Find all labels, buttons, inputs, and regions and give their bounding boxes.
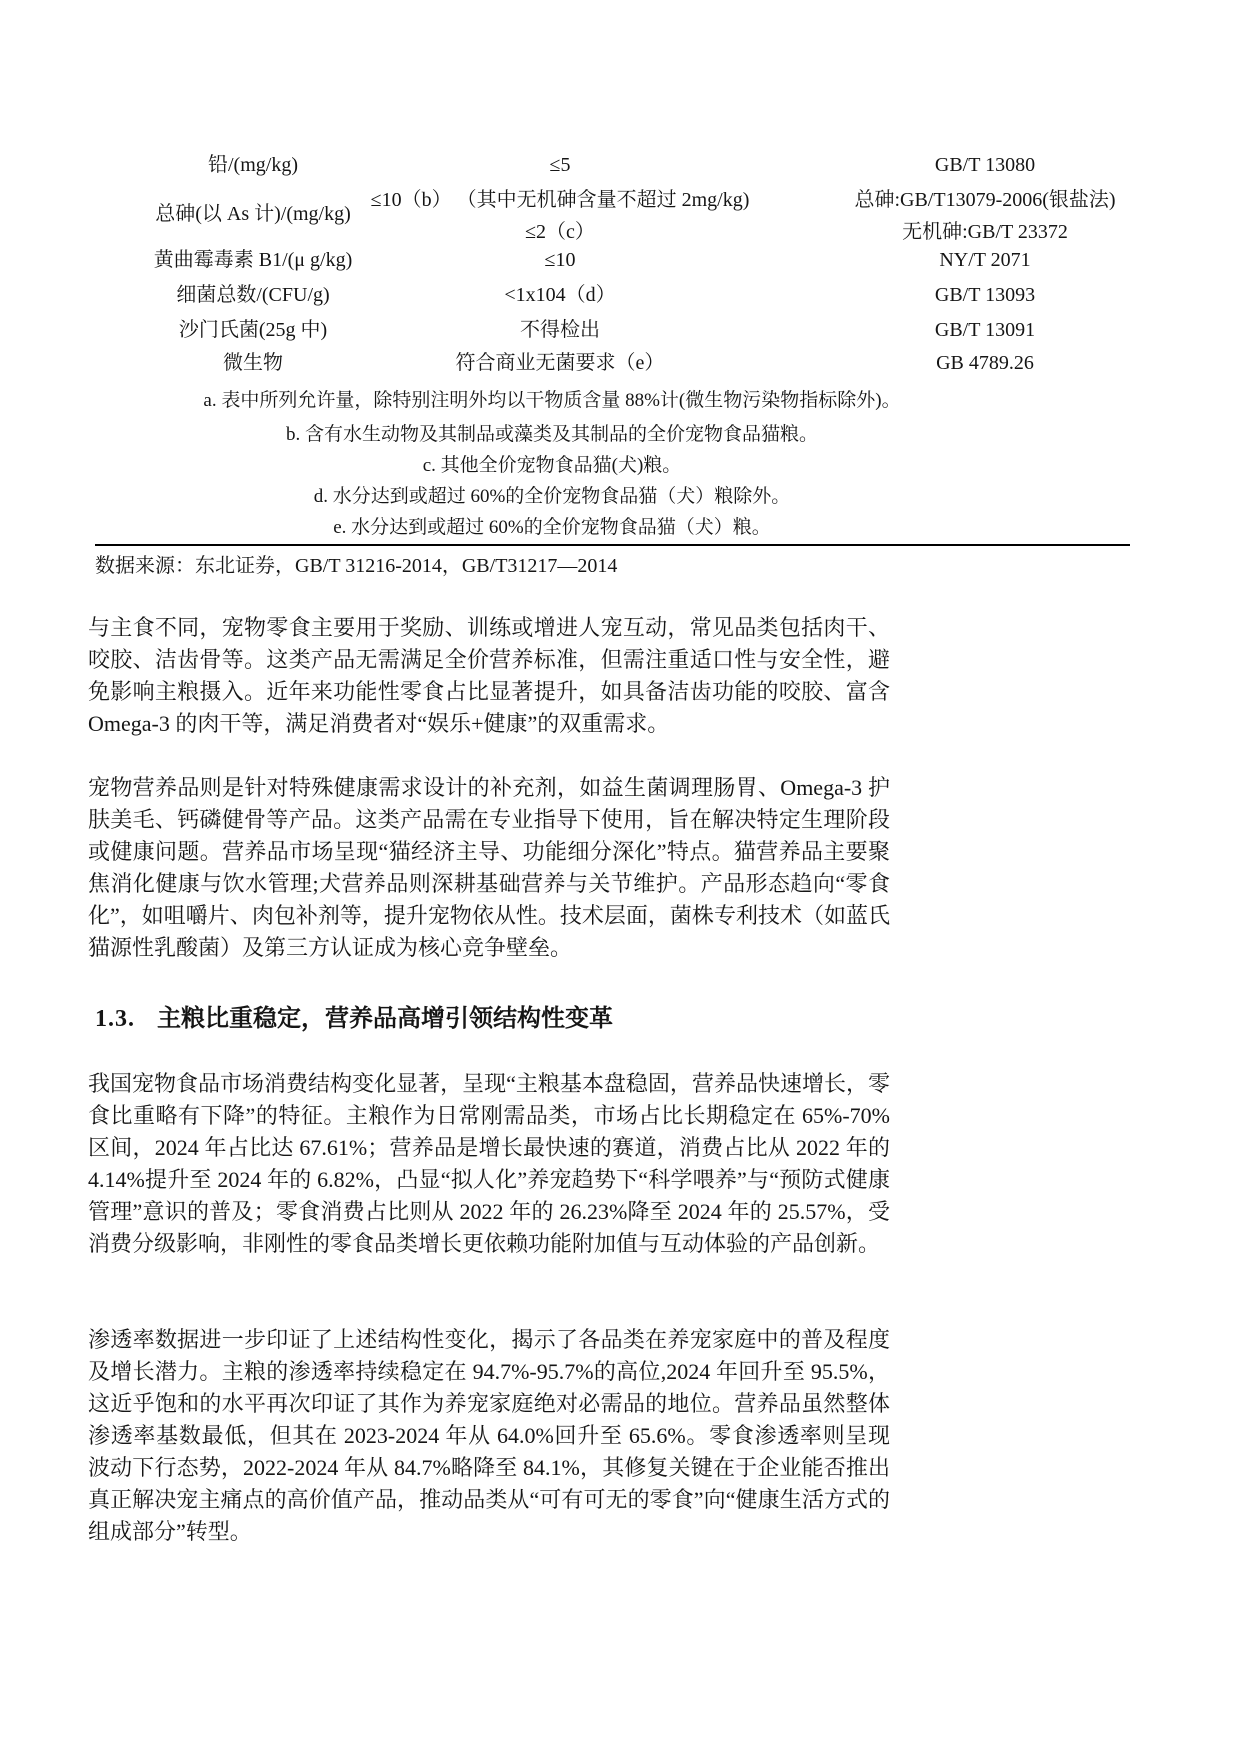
table-cell-limit-bacteria: <1x104（d）: [504, 284, 616, 306]
table-footnote-d: d. 水分达到或超过 60%的全价宠物食品猫（犬）粮除外。: [313, 486, 791, 507]
table-cell-indicator-salmonella: 沙门氏菌(25g 中): [178, 319, 328, 341]
section-number: 1.3.: [95, 1006, 135, 1032]
table-cell-limit-aflatoxin: ≤10: [544, 249, 576, 271]
table-footnote-c: c. 其他全价宠物食品猫(犬)粮。: [422, 455, 682, 476]
data-source-line: 数据来源：东北证券，GB/T 31216-2014，GB/T31217—2014: [95, 555, 618, 577]
table-cell-limit-arsenic-inorganic: ≤2（c）: [525, 221, 595, 243]
table-cell-limit-salmonella: 不得检出: [520, 319, 600, 341]
table-cell-indicator-arsenic: 总砷(以 As 计)/(mg/kg): [155, 203, 351, 225]
table-cell-indicator-bacteria: 细菌总数/(CFU/g): [176, 284, 330, 306]
table-cell-indicator-microbe: 微生物: [223, 352, 283, 374]
table-cell-limit-lead: ≤5: [549, 154, 571, 176]
section-heading-1-3: [95, 998, 613, 1033]
paragraph-consumption-structure: 我国宠物食品市场消费结构变化显著，呈现“主粮基本盘稳固，营养品快速增长，零食比重略有下降”的特征。主粮作为日常刚需品类，市场占比长期稳定在 65%-70%区间，2024 年占比达 67.61%；营养品是增长最快速的赛道，消费占比从 2022 年的 4.14%提升至 2024 年的 6.82%，凸显“拟人化”养宠趋势下“科学喂养”与“预防式健康管理”意识的普及；零食消费占比则从 2022 年的 26.23%降至 2024 年的 25.57%，受消费分级影响，非刚性的零食品类增长更依赖功能附加值与互动体验的产品创新。: [88, 1071, 890, 1256]
paragraph-snacks: 与主食不同，宠物零食主要用于奖励、训练或增进人宠互动，常见品类包括肉干、咬胶、洁齿骨等。这类产品无需满足全价营养标准，但需注重适口性与安全性，避免影响主粮摄入。近年来功能性零食占比显著提升，如具备洁齿功能的咬胶、富含 Omega-3 的肉干等，满足消费者对“娱乐+健康”的双重需求。: [88, 615, 890, 736]
table-bottom-rule: [95, 544, 1130, 546]
table-cell-standard-microbe: GB 4789.26: [936, 352, 1034, 374]
table-cell-limit-microbe: 符合商业无菌要求（e）: [455, 352, 665, 374]
paragraph-supplements: 宠物营养品则是针对特殊健康需求设计的补充剂，如益生菌调理肠胃、Omega-3 护肤美毛、钙磷健骨等产品。这类产品需在专业指导下使用，旨在解决特定生理阶段或健康问题。营养品市场呈现“猫经济主导、功能细分深化”特点。猫营养品主要聚焦消化健康与饮水管理;犬营养品则深耕基础营养与关节维护。产品形态趋向“零食化”，如咀嚼片、肉包补剂等，提升宠物依从性。技术层面，菌株专利技术（如蓝氏猫源性乳酸菌）及第三方认证成为核心竞争壁垒。: [88, 775, 890, 960]
section-title: 主粮比重稳定，营养品高增引领结构性变革: [157, 1006, 613, 1032]
table-cell-indicator-lead: 铅/(mg/kg): [208, 154, 298, 176]
table-cell-standard-bacteria: GB/T 13093: [934, 284, 1036, 306]
table-cell-standard-arsenic-inorganic: 无机砷:GB/T 23372: [902, 221, 1068, 243]
table-cell-standard-lead: GB/T 13080: [934, 154, 1036, 176]
table-cell-limit-arsenic-total: ≤10（b） （其中无机砷含量不超过 2mg/kg): [370, 189, 750, 211]
table-footnote-b: b. 含有水生动物及其制品或藻类及其制品的全价宠物食品猫粮。: [285, 424, 819, 445]
paragraph-penetration-rate: 渗透率数据进一步印证了上述结构性变化，揭示了各品类在养宠家庭中的普及程度及增长潜力。主粮的渗透率持续稳定在 94.7%-95.7%的高位,2024 年回升至 95.5%，这近乎饱和的水平再次印证了其作为养宠家庭绝对必需品的地位。营养品虽然整体渗透率基数最低，但其在 2023-2024 年从 64.0%回升至 65.6%。零食渗透率则呈现波动下行态势，2022-2024 年从 84.7%略降至 84.1%，其修复关键在于企业能否推出真正解决宠主痛点的高价值产品，推动品类从“可有可无的零食”向“健康生活方式的组成部分”转型。: [88, 1327, 890, 1544]
table-cell-standard-salmonella: GB/T 13091: [934, 319, 1036, 341]
table-footnote-e: e. 水分达到或超过 60%的全价宠物食品猫（犬）粮。: [333, 517, 771, 538]
table-cell-standard-arsenic-total: 总砷:GB/T13079-2006(银盐法): [854, 189, 1116, 211]
table-footnote-a: a. 表中所列允许量，除特别注明外均以干物质含量 88%计(微生物污染物指标除外)。: [203, 390, 901, 411]
table-cell-standard-aflatoxin: NY/T 2071: [939, 249, 1031, 271]
table-cell-indicator-aflatoxin: 黄曲霉毒素 B1/(μ g/kg): [153, 249, 353, 271]
